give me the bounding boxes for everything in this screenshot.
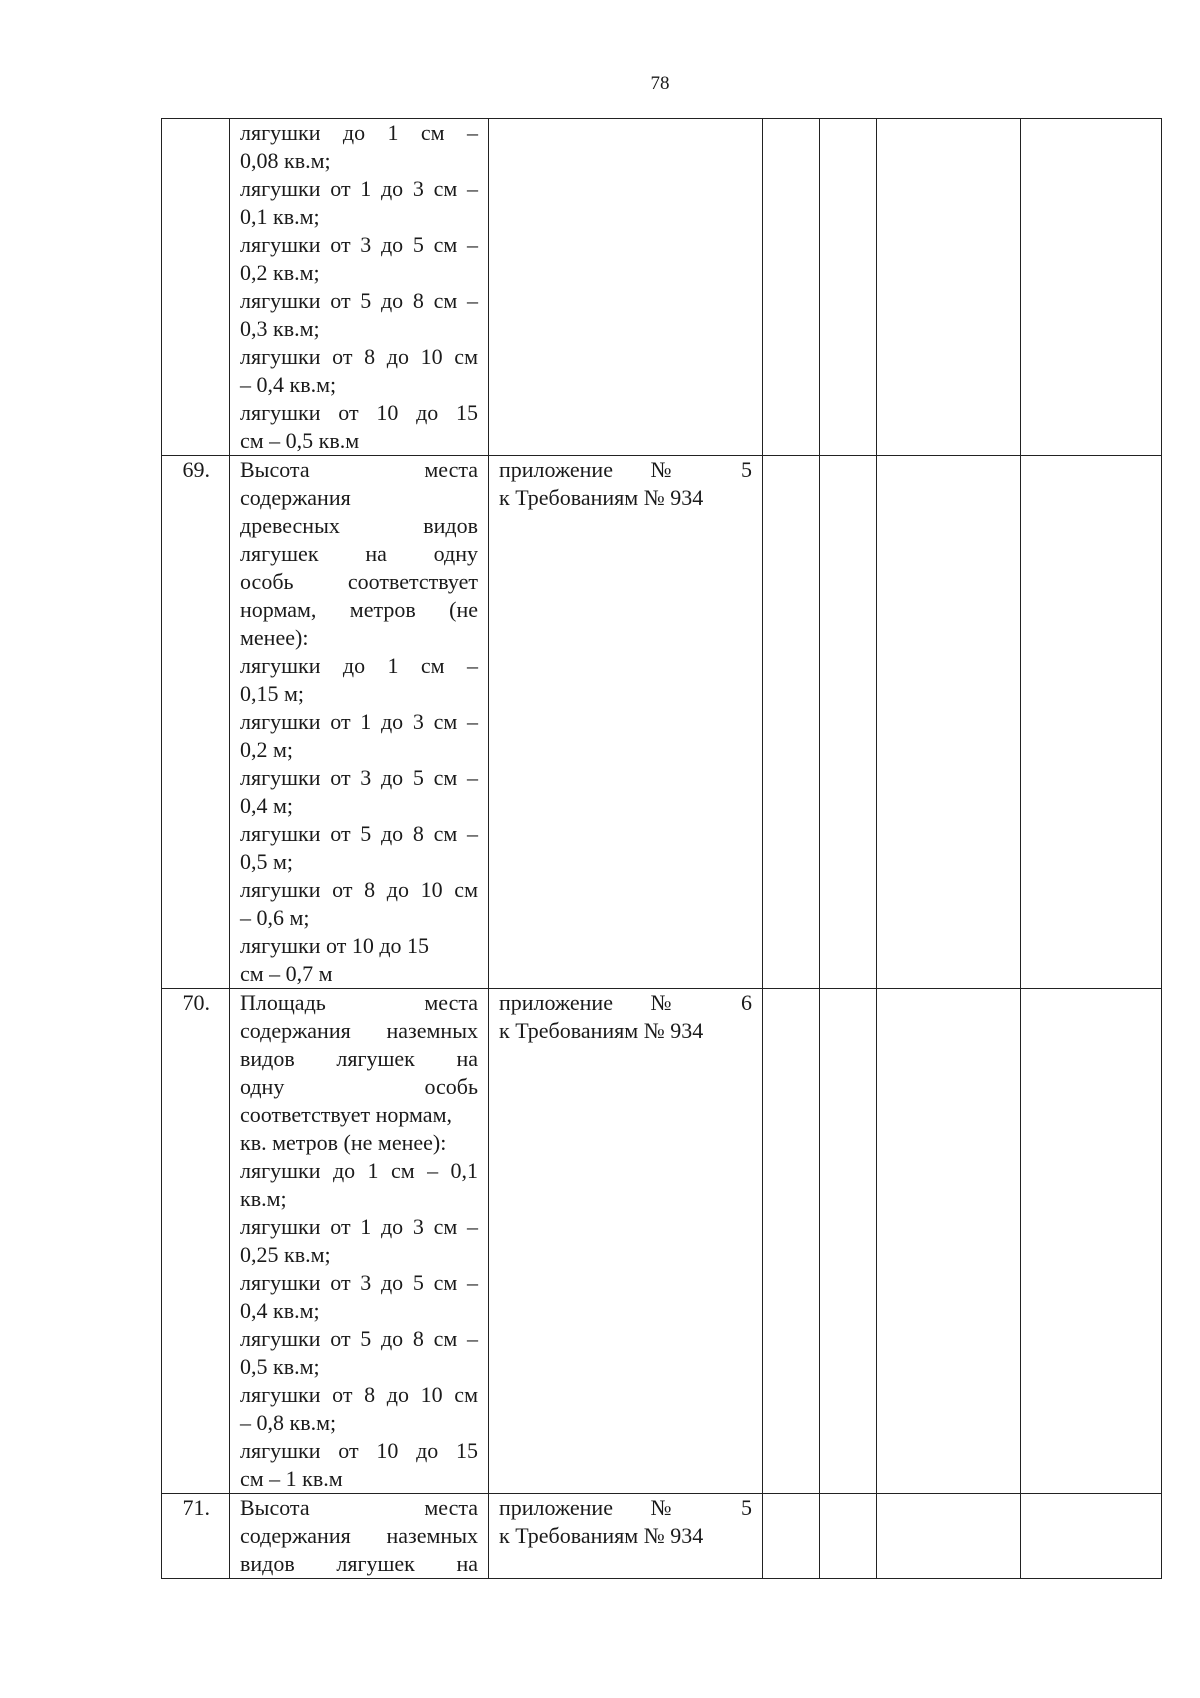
requirement-text-line: кв.м; <box>240 1186 287 1211</box>
requirement-text-line: лягушки от 8 до 10 см <box>240 344 478 369</box>
requirement-text-line: кв. метров (не менее): <box>240 1130 447 1155</box>
requirement-text-line: 0,4 м; <box>240 793 294 818</box>
empty-cell <box>820 1494 877 1579</box>
empty-cell <box>877 1494 1021 1579</box>
requirement-text-line: см – 0,7 м <box>240 961 333 986</box>
requirement-text-line: лягушки до 1 см – <box>240 653 478 678</box>
requirement-text-line: – 0,6 м; <box>240 905 310 930</box>
requirement-text-line: 0,4 кв.м; <box>240 1298 320 1323</box>
requirement-text-line: лягушки от 3 до 5 см – <box>240 765 478 790</box>
requirement-text-line: 0,5 кв.м; <box>240 1354 320 1379</box>
empty-cell <box>1021 119 1162 456</box>
table-row <box>162 1494 1162 1579</box>
requirement-text-line: лягушки до 1 см – 0,1 <box>240 1158 478 1183</box>
requirement-text-line: лягушки от 10 до 15 <box>240 1438 478 1463</box>
requirement-cell <box>230 989 489 1494</box>
requirement-text-line: содержания <box>240 485 351 510</box>
requirement-text-line: лягушки от 5 до 8 см – <box>240 1326 478 1351</box>
requirement-text-line: лягушки от 1 до 3 см – <box>240 176 478 201</box>
requirement-text-line: 0,3 кв.м; <box>240 316 320 341</box>
requirement-text-line: 0,2 м; <box>240 737 294 762</box>
empty-cell <box>877 456 1021 989</box>
page-number: 78 <box>650 73 670 94</box>
requirement-text-line: менее): <box>240 625 309 650</box>
requirement-text-line: лягушки от 1 до 3 см – <box>240 709 478 734</box>
empty-cell <box>820 119 877 456</box>
requirement-text-line: лягушки от 5 до 8 см – <box>240 821 478 846</box>
requirement-text-line: лягушки от 3 до 5 см – <box>240 232 478 257</box>
requirement-text-line: особь соответствует <box>240 569 478 594</box>
empty-cell <box>877 119 1021 456</box>
requirement-text-line: 0,15 м; <box>240 681 305 706</box>
requirement-text-line: лягушки от 10 до 15 <box>240 400 478 425</box>
empty-cell <box>1021 1494 1162 1579</box>
requirement-cell <box>230 119 489 456</box>
requirement-text-line: 0,2 кв.м; <box>240 260 320 285</box>
requirement-text-line: одну особь <box>240 1074 478 1099</box>
requirement-text-line: 0,5 м; <box>240 849 294 874</box>
empty-cell <box>763 1494 820 1579</box>
reference-cell <box>489 989 763 1494</box>
reference-cell <box>489 119 763 456</box>
reference-cell <box>489 1494 763 1579</box>
requirement-text-line: см – 1 кв.м <box>240 1466 343 1491</box>
row-number: 69. <box>182 457 210 482</box>
requirement-text-line: 0,25 кв.м; <box>240 1242 331 1267</box>
checklist-table <box>161 118 1162 1579</box>
empty-cell <box>763 119 820 456</box>
row-number-cell <box>162 119 230 456</box>
requirement-text-line: содержания наземных <box>240 1018 478 1043</box>
requirement-text-line: лягушки до 1 см – <box>240 120 478 145</box>
requirement-text-line: лягушки от 3 до 5 см – <box>240 1270 478 1295</box>
reference-text-line: приложение № 5 <box>499 457 752 482</box>
requirement-text-line: Высота места <box>240 1495 478 1520</box>
empty-cell <box>877 989 1021 1494</box>
requirement-text-line: см – 0,5 кв.м <box>240 428 360 453</box>
row-number: 71. <box>182 1495 210 1520</box>
empty-cell <box>1021 456 1162 989</box>
reference-text-line: к Требованиям № 934 <box>499 1018 704 1043</box>
empty-cell <box>820 989 877 1494</box>
requirement-text-line: древесных видов <box>240 513 478 538</box>
reference-text-line: приложение № 6 <box>499 990 752 1015</box>
requirement-text-line: лягушки от 10 до 15 <box>240 933 430 958</box>
reference-text-line: приложение № 5 <box>499 1495 752 1520</box>
requirement-text-line: видов лягушек на <box>240 1046 478 1071</box>
requirement-text-line: соответствует нормам, <box>240 1102 452 1127</box>
row-number: 70. <box>182 990 210 1015</box>
empty-cell <box>1021 989 1162 1494</box>
requirement-text-line: лягушки от 1 до 3 см – <box>240 1214 478 1239</box>
empty-cell <box>763 989 820 1494</box>
requirement-text-line: содержания наземных <box>240 1523 478 1548</box>
requirement-text-line: нормам, метров (не <box>240 597 478 622</box>
row-number-cell <box>162 989 230 1494</box>
table-row <box>162 456 1162 989</box>
reference-cell <box>489 456 763 989</box>
row-number-cell <box>162 456 230 989</box>
requirement-text-line: лягушки от 5 до 8 см – <box>240 288 478 313</box>
requirement-text-line: лягушки от 8 до 10 см <box>240 1382 478 1407</box>
table-row <box>162 119 1162 456</box>
requirement-text-line: 0,1 кв.м; <box>240 204 320 229</box>
empty-cell <box>820 456 877 989</box>
reference-text-line: к Требованиям № 934 <box>499 485 704 510</box>
requirement-text-line: Площадь места <box>240 990 478 1015</box>
empty-cell <box>763 456 820 989</box>
requirement-text-line: лягушки от 8 до 10 см <box>240 877 478 902</box>
requirement-cell <box>230 456 489 989</box>
requirement-text-line: видов лягушек на <box>240 1551 478 1576</box>
requirement-cell <box>230 1494 489 1579</box>
requirement-text-line: – 0,4 кв.м; <box>240 372 337 397</box>
requirement-text-line: лягушек на одну <box>240 541 478 566</box>
reference-text-line: к Требованиям № 934 <box>499 1523 704 1548</box>
requirement-text-line: 0,08 кв.м; <box>240 148 331 173</box>
row-number-cell <box>162 1494 230 1579</box>
requirement-text-line: Высота места <box>240 457 478 482</box>
requirement-text-line: – 0,8 кв.м; <box>240 1410 337 1435</box>
table-row <box>162 989 1162 1494</box>
